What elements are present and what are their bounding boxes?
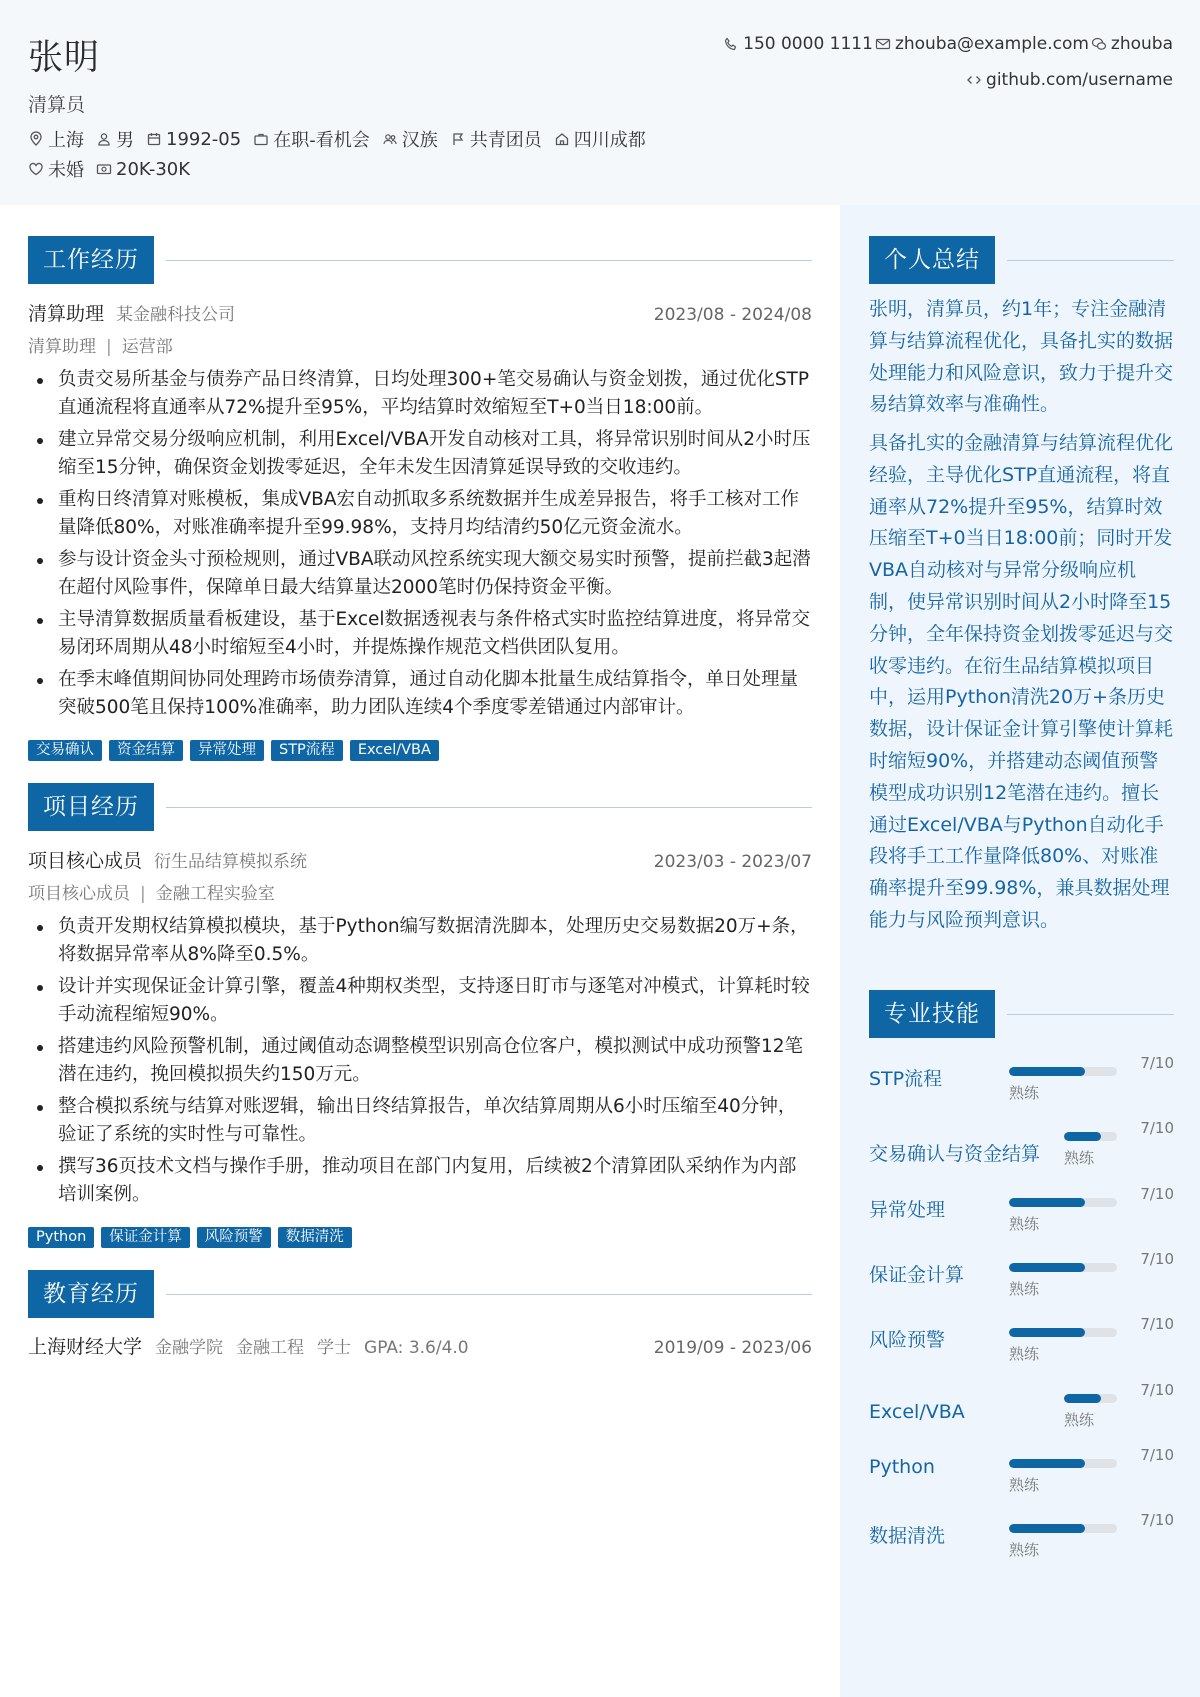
home-icon <box>554 131 570 147</box>
person-icon <box>96 131 112 147</box>
major: 金融工程 <box>236 1338 305 1358</box>
info-marital: 未婚 <box>28 156 84 182</box>
project-name: 衍生品结算模拟系统 <box>154 852 308 872</box>
list-item: 负责开发期权结算模拟模块，基于Python编写数据清洗脚本，处理历史交易数据20万+条，将数据异常率从8%降至0.5%。 <box>28 913 812 969</box>
list-item: 主导清算数据质量看板建设，基于Excel数据透视表与条件格式实时监控结算进度，将异常交易闭环周期从48小时缩短至4小时，并提炼操作规范文档供团队复用。 <box>28 606 812 662</box>
contact-row-2 <box>964 70 1173 90</box>
skill-name: STP流程 <box>869 1068 943 1090</box>
skill-level: 熟练 <box>1064 1149 1095 1168</box>
project-date: 2023/03 - 2023/07 <box>653 852 812 872</box>
info-ethnicity: 汉族 <box>382 126 438 152</box>
wechat-icon <box>1091 36 1107 52</box>
skill-tag: 资金结算 <box>109 740 183 761</box>
list-item: 整合模拟系统与结算对账逻辑，输出日终结算报告，单次结算周期从6小时压缩至40分钟，验证了系统的实时性与可靠性。 <box>28 1093 812 1149</box>
project-subline <box>28 879 275 904</box>
project-bullets <box>28 913 812 1213</box>
list-item: 重构日终清算对账模板，集成VBA宏自动抓取多系统数据并生成差异报告，将手工核对工作量降低80%，对账准确率提升至99.98%，支持月均结清约50亿元资金流水。 <box>28 486 812 542</box>
skill-tag: Python <box>28 1227 94 1248</box>
list-item: 负责交易所基金与债券产品日终清算，日均处理300+笔交易确认与资金划拨，通过优化STP直通流程将直通率从72%提升至95%，平均结算时效缩短至T+0当日18:00前。 <box>28 366 812 422</box>
contact-wechat[interactable]: zhouba <box>1091 34 1173 54</box>
education-row <box>28 1332 812 1359</box>
job-date: 2023/08 - 2024/08 <box>653 305 812 325</box>
skill-progress-fill <box>1009 1459 1085 1468</box>
job-position: 清算助理 <box>28 337 96 357</box>
money-icon <box>96 161 112 177</box>
section-title: 工作经历 <box>28 236 154 284</box>
info-status: 在职-看机会 <box>253 126 370 152</box>
skill-level: 熟练 <box>1009 1279 1040 1298</box>
group-icon <box>382 131 398 147</box>
job-title: 清算助理 <box>28 303 105 325</box>
skill-name: Excel/VBA <box>869 1400 965 1423</box>
skill-tag: Excel/VBA <box>350 740 439 761</box>
skill-name: Python <box>869 1455 935 1478</box>
skill-progress-fill <box>1064 1394 1101 1403</box>
section-divider <box>1007 1014 1174 1015</box>
job-header <box>28 299 812 326</box>
skill-progress-bar <box>1009 1524 1117 1533</box>
separator: | <box>106 337 112 357</box>
section-summary <box>869 236 1174 284</box>
project-header <box>28 846 812 873</box>
skill-progress-fill <box>1009 1263 1085 1272</box>
project-department: 金融工程实验室 <box>155 884 275 904</box>
info-location: 上海 <box>28 126 84 152</box>
skill-progress-bar <box>1009 1459 1117 1468</box>
skill-progress-bar <box>1009 1328 1117 1337</box>
list-item: 参与设计资金头寸预检规则，通过VBA联动风控系统实现大额交易实时预警，提前拦截3起潜在超付风险事件，保障单日最大结算量达2000笔时仍保持资金平衡。 <box>28 546 812 602</box>
job-department: 运营部 <box>121 337 173 357</box>
phone-icon <box>723 36 739 52</box>
summary-paragraph-2: 具备扎实的金融清算与结算流程优化经验，主导优化STP直通流程，将直通率从72%提升至95%，结算时效压缩至T+0当日18:00前；同时开发VBA自动核对与异常分级响应机制，使异常识别时间从2小时降至15分钟，全年保持资金划拨零延迟与交收零违约。在衍生品结算模拟项目中，运用Python清洗20万+条历史数据，设计保证金计算引擎使计算耗时缩短90%，并搭建动态阈值预警模型成功识别12笔潜在违约。擅长通过Excel/VBA与Python自动化手段将手工工作量降低80%、对账准确率提升至99.98%，兼具数据处理能力与风险预判意识。 <box>869 432 1174 931</box>
skill-progress-bar <box>1009 1067 1117 1076</box>
skill-name: 数据清洗 <box>869 1525 946 1548</box>
skill-tag: 数据清洗 <box>278 1227 352 1248</box>
skill-row <box>869 1119 1174 1179</box>
skill-tag: 异常处理 <box>190 740 264 761</box>
skill-tag: 保证金计算 <box>101 1227 190 1248</box>
contact-row <box>721 34 1173 54</box>
section-divider <box>1007 260 1174 261</box>
skill-progress-fill <box>1009 1067 1085 1076</box>
info-gender: 男 <box>96 126 134 152</box>
skill-progress-fill <box>1009 1198 1085 1207</box>
skill-tag: 风险预警 <box>197 1227 271 1248</box>
list-item: 撰写36页技术文档与操作手册，推动项目在部门内复用，后续被2个清算团队采纳作为内部培训案例。 <box>28 1153 812 1209</box>
candidate-role: 清算员 <box>28 94 86 116</box>
skill-score: 7/10 <box>1140 1380 1174 1399</box>
work-bullets <box>28 366 812 726</box>
skill-row <box>869 1381 1174 1441</box>
skill-tag: 交易确认 <box>28 740 102 761</box>
section-divider <box>166 807 812 808</box>
resume-header <box>0 0 1200 205</box>
skill-score: 7/10 <box>1140 1184 1174 1203</box>
school-name: 上海财经大学 <box>28 1336 143 1358</box>
skill-level: 熟练 <box>1009 1084 1040 1102</box>
skill-level: 熟练 <box>1009 1345 1040 1364</box>
info-political: 共青团员 <box>450 126 542 152</box>
skill-score: 7/10 <box>1140 1511 1174 1530</box>
project-role: 项目核心成员 <box>28 850 143 872</box>
personal-info-row <box>28 126 658 152</box>
section-education <box>28 1270 812 1318</box>
skill-row <box>869 1315 1174 1375</box>
heart-icon <box>28 161 44 177</box>
skill-progress-bar <box>1009 1198 1117 1207</box>
skill-row <box>869 1054 1174 1114</box>
skill-row <box>869 1446 1174 1506</box>
separator: | <box>140 884 146 904</box>
skill-progress-fill <box>1064 1132 1101 1141</box>
degree: 学士 <box>317 1338 352 1358</box>
education-date: 2019/09 - 2023/06 <box>653 1338 812 1358</box>
skill-progress-fill <box>1009 1328 1085 1337</box>
list-item: 建立异常交易分级响应机制，利用Excel/VBA开发自动核对工具，将异常识别时间从2小时压缩至15分钟，确保资金划拨零延迟，全年未发生因清算延误导致的交收违约。 <box>28 426 812 482</box>
job-subline <box>28 332 173 357</box>
contact-phone[interactable]: 150 0000 1111 <box>723 34 873 54</box>
gpa: GPA: 3.6/4.0 <box>364 1338 469 1358</box>
skill-score: 7/10 <box>1140 1249 1174 1268</box>
skill-level: 熟练 <box>1064 1410 1095 1429</box>
flag-icon <box>450 131 466 147</box>
skill-score: 7/10 <box>1140 1054 1174 1072</box>
section-divider <box>166 1294 812 1295</box>
project-tags <box>28 1227 359 1248</box>
info-salary: 20K-30K <box>96 159 190 180</box>
calendar-icon <box>146 131 162 147</box>
personal-info-row-2 <box>28 156 202 182</box>
skill-score: 7/10 <box>1140 1315 1174 1334</box>
info-hometown: 四川成都 <box>554 126 646 152</box>
skill-level: 熟练 <box>1009 1214 1040 1233</box>
section-divider <box>166 260 812 261</box>
company-name: 某金融科技公司 <box>116 305 236 325</box>
skill-row <box>869 1185 1174 1245</box>
section-title: 项目经历 <box>28 783 154 831</box>
skill-name: 交易确认与资金结算 <box>869 1143 1041 1166</box>
college: 金融学院 <box>155 1338 224 1358</box>
project-position: 项目核心成员 <box>28 884 130 904</box>
list-item: 在季末峰值期间协同处理跨市场债券清算，通过自动化脚本批量生成结算指令，单日处理量突破500笔且保持100%准确率，助力团队连续4个季度零差错通过内部审计。 <box>28 666 812 722</box>
skill-name: 异常处理 <box>869 1198 946 1221</box>
skill-progress-bar <box>1064 1394 1117 1403</box>
skill-score: 7/10 <box>1140 1445 1174 1464</box>
summary-paragraph-1: 张明，清算员，约1年；专注金融清算与结算流程优化，具备扎实的数据处理能力和风险意识，致力于提升交易结算效率与准确性。 <box>869 298 1174 416</box>
skill-progress-bar <box>1064 1132 1117 1141</box>
code-icon <box>966 72 982 88</box>
skill-score: 7/10 <box>1140 1119 1174 1138</box>
skill-progress-bar <box>1009 1263 1117 1272</box>
section-project <box>28 783 812 831</box>
info-birth: 1992-05 <box>146 129 241 150</box>
skill-tag: STP流程 <box>271 740 343 761</box>
section-title: 个人总结 <box>869 236 995 284</box>
contact-github[interactable]: github.com/username <box>966 70 1173 90</box>
list-item: 搭建违约风险预警机制，通过阈值动态调整模型识别高仓位客户，模拟测试中成功预警12笔潜在违约，挽回模拟损失约150万元。 <box>28 1033 812 1089</box>
section-skills <box>869 990 1174 1038</box>
skill-level: 熟练 <box>1009 1475 1040 1494</box>
section-title: 专业技能 <box>869 990 995 1038</box>
skill-name: 保证金计算 <box>869 1263 965 1286</box>
section-work <box>28 236 812 284</box>
briefcase-icon <box>253 131 269 147</box>
skill-row <box>869 1511 1174 1571</box>
list-item: 设计并实现保证金计算引擎，覆盖4种期权类型，支持逐日盯市与逐笔对冲模式，计算耗时较手动流程缩短90%。 <box>28 973 812 1029</box>
section-title: 教育经历 <box>28 1270 154 1318</box>
skill-level: 熟练 <box>1009 1541 1040 1560</box>
candidate-name: 张明 <box>28 38 101 78</box>
skill-name: 风险预警 <box>869 1329 946 1352</box>
contact-email[interactable]: zhouba@example.com <box>875 34 1089 54</box>
location-icon <box>28 131 44 147</box>
skill-progress-fill <box>1009 1524 1085 1533</box>
mail-icon <box>875 36 891 52</box>
skill-row <box>869 1250 1174 1310</box>
work-tags <box>28 740 446 761</box>
